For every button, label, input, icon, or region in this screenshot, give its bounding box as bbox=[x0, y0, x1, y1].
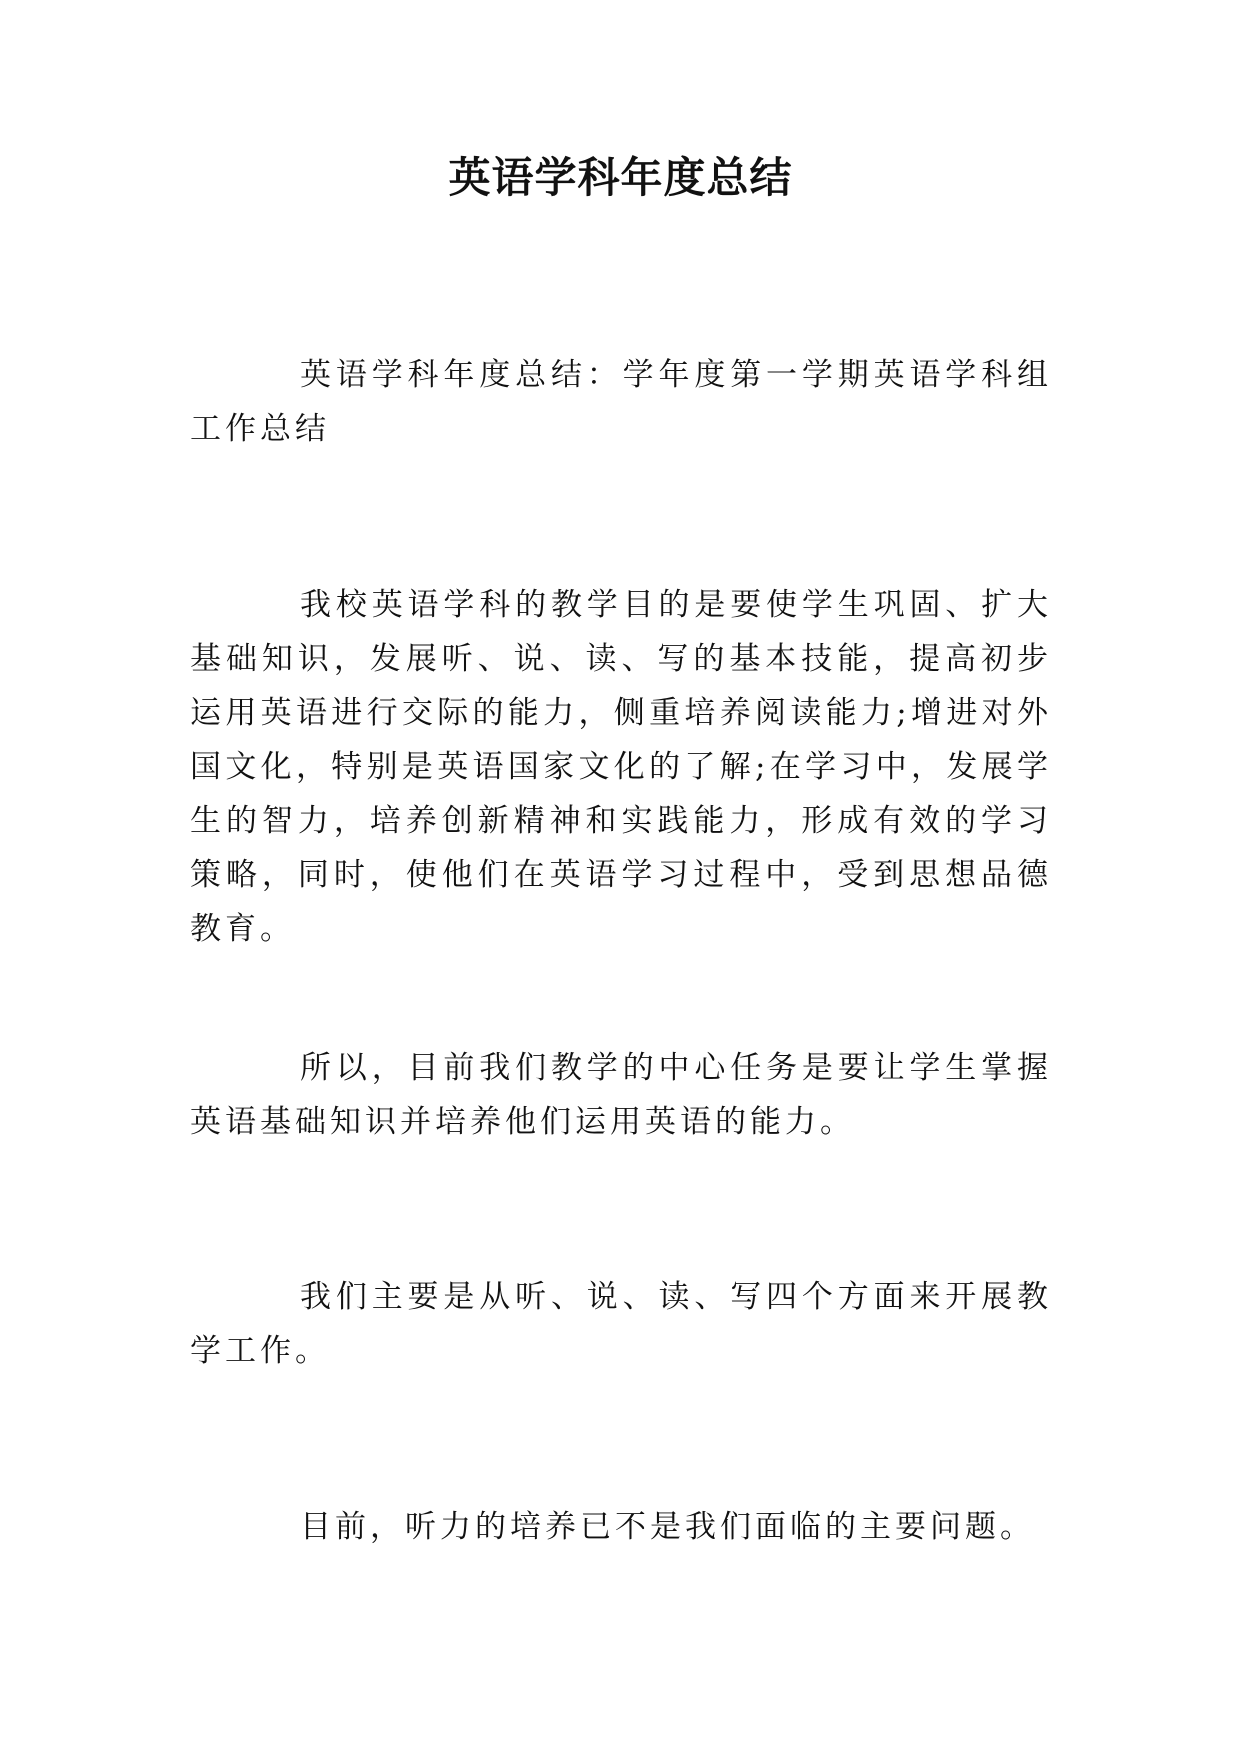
paragraph-subtitle: 英语学科年度总结：学年度第一学期英语学科组工作总结 bbox=[190, 357, 1052, 447]
paragraph-four-aspects: 我们主要是从听、说、读、写四个方面来开展教学工作。 bbox=[190, 1279, 1052, 1369]
document-title: 英语学科年度总结 bbox=[448, 153, 793, 202]
paragraph-listening: 目前，听力的培养已不是我们面临的主要问题。 bbox=[300, 1509, 1035, 1545]
paragraph-central-task: 所以，目前我们教学的中心任务是要让学生掌握英语基础知识并培养他们运用英语的能力。 bbox=[190, 1050, 1052, 1140]
paragraph-teaching-goals: 我校英语学科的教学目的是要使学生巩固、扩大基础知识，发展听、说、读、写的基本技能，提高初步运用英语进行交际的能力，侧重培养阅读能力;增进对外国文化，特别是英语国家文化的了解;在学习中，发展学生的智力，培养创新精神和实践能力，形成有效的学习策略，同时，使他们在英语学习过程中，受到思想品德教育。 bbox=[190, 587, 1052, 947]
